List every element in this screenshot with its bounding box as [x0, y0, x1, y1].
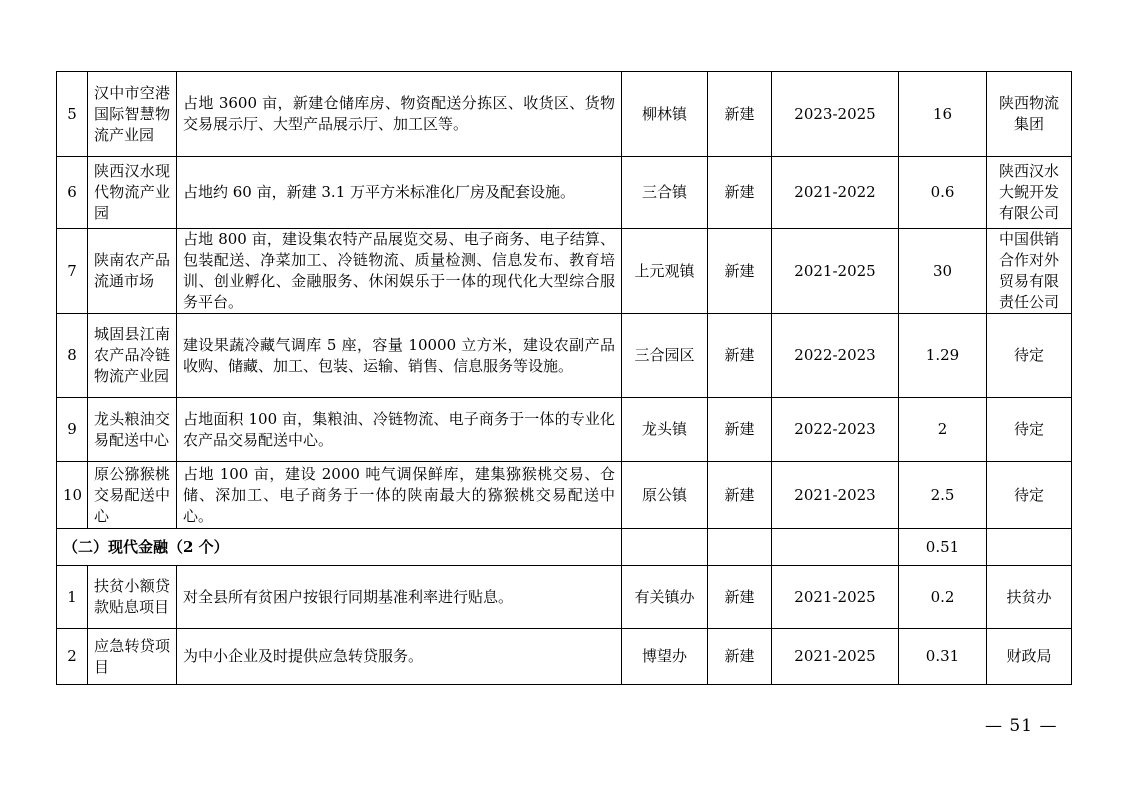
project-name: 陕南农产品流通市场 — [88, 229, 177, 314]
empty-cell — [772, 529, 899, 566]
project-period: 2023-2025 — [772, 72, 899, 157]
project-period: 2021-2022 — [772, 157, 899, 229]
project-location: 原公镇 — [622, 462, 708, 529]
table-row — [57, 629, 1072, 685]
section-investment: 0.51 — [899, 529, 987, 566]
project-investment: 2.5 — [899, 462, 987, 529]
empty-cell — [708, 529, 772, 566]
project-owner: 陕西汉水大鲵开发有限公司 — [987, 157, 1072, 229]
project-type: 新建 — [708, 314, 772, 398]
page-number: — 51 — — [985, 716, 1058, 736]
project-period: 2021-2023 — [772, 462, 899, 529]
row-number: 5 — [57, 72, 88, 157]
project-investment: 0.31 — [899, 629, 987, 685]
row-number: 6 — [57, 157, 88, 229]
row-number: 8 — [57, 314, 88, 398]
project-type: 新建 — [708, 398, 772, 462]
project-owner: 待定 — [987, 398, 1072, 462]
project-content: 占地 100 亩，建设 2000 吨气调保鲜库，建集猕猴桃交易、仓储、深加工、电子商务于一体的陕南最大的猕猴桃交易配送中心。 — [177, 462, 622, 529]
section-title: （二）现代金融（2 个） — [57, 529, 622, 566]
table-row — [57, 398, 1072, 462]
project-name: 扶贫小额贷款贴息项目 — [88, 566, 177, 629]
project-investment: 30 — [899, 229, 987, 314]
row-number: 7 — [57, 229, 88, 314]
project-period: 2022-2023 — [772, 314, 899, 398]
project-type: 新建 — [708, 229, 772, 314]
project-name: 龙头粮油交易配送中心 — [88, 398, 177, 462]
project-investment: 2 — [899, 398, 987, 462]
project-owner: 扶贫办 — [987, 566, 1072, 629]
section-row — [57, 529, 1072, 566]
project-type: 新建 — [708, 462, 772, 529]
project-type: 新建 — [708, 157, 772, 229]
project-content: 占地约 60 亩，新建 3.1 万平方米标准化厂房及配套设施。 — [177, 157, 622, 229]
project-location: 柳林镇 — [622, 72, 708, 157]
project-owner: 待定 — [987, 462, 1072, 529]
table-row — [57, 72, 1072, 157]
table-row — [57, 229, 1072, 314]
project-period: 2022-2023 — [772, 398, 899, 462]
project-location: 上元观镇 — [622, 229, 708, 314]
project-type: 新建 — [708, 72, 772, 157]
project-location: 博望办 — [622, 629, 708, 685]
row-number: 2 — [57, 629, 88, 685]
project-investment: 16 — [899, 72, 987, 157]
project-content: 建设果蔬冷藏气调库 5 座，容量 10000 立方米，建设农副产品收购、储藏、加工、包装、运输、销售、信息服务等设施。 — [177, 314, 622, 398]
empty-cell — [622, 529, 708, 566]
project-location: 有关镇办 — [622, 566, 708, 629]
table-row — [57, 314, 1072, 398]
project-table — [56, 71, 1072, 685]
project-name: 应急转贷项目 — [88, 629, 177, 685]
project-owner: 财政局 — [987, 629, 1072, 685]
project-location: 龙头镇 — [622, 398, 708, 462]
project-type: 新建 — [708, 629, 772, 685]
project-name: 城固县江南农产品冷链物流产业园 — [88, 314, 177, 398]
row-number: 9 — [57, 398, 88, 462]
project-location: 三合镇 — [622, 157, 708, 229]
project-name: 陕西汉水现代物流产业园 — [88, 157, 177, 229]
project-investment: 0.2 — [899, 566, 987, 629]
project-owner: 中国供销合作对外贸易有限责任公司 — [987, 229, 1072, 314]
project-name: 汉中市空港国际智慧物流产业园 — [88, 72, 177, 157]
project-period: 2021-2025 — [772, 629, 899, 685]
project-name: 原公猕猴桃交易配送中心 — [88, 462, 177, 529]
project-type: 新建 — [708, 566, 772, 629]
project-content: 对全县所有贫困户按银行同期基准利率进行贴息。 — [177, 566, 622, 629]
project-content: 为中小企业及时提供应急转贷服务。 — [177, 629, 622, 685]
project-owner: 待定 — [987, 314, 1072, 398]
project-investment: 0.6 — [899, 157, 987, 229]
empty-cell — [987, 529, 1072, 566]
project-content: 占地 800 亩，建设集农特产品展览交易、电子商务、电子结算、包装配送、净菜加工、冷链物流、质量检测、信息发布、教育培训、创业孵化、金融服务、休闲娱乐于一体的现代化大型综合服务平台。 — [177, 229, 622, 314]
project-owner: 陕西物流集团 — [987, 72, 1072, 157]
table-row — [57, 462, 1072, 529]
project-investment: 1.29 — [899, 314, 987, 398]
project-location: 三合园区 — [622, 314, 708, 398]
project-content: 占地面积 100 亩，集粮油、冷链物流、电子商务于一体的专业化农产品交易配送中心。 — [177, 398, 622, 462]
project-period: 2021-2025 — [772, 566, 899, 629]
table-row — [57, 157, 1072, 229]
project-content: 占地 3600 亩，新建仓储库房、物资配送分拣区、收货区、货物交易展示厅、大型产品展示厅、加工区等。 — [177, 72, 622, 157]
row-number: 1 — [57, 566, 88, 629]
row-number: 10 — [57, 462, 88, 529]
table-row — [57, 566, 1072, 629]
project-period: 2021-2025 — [772, 229, 899, 314]
